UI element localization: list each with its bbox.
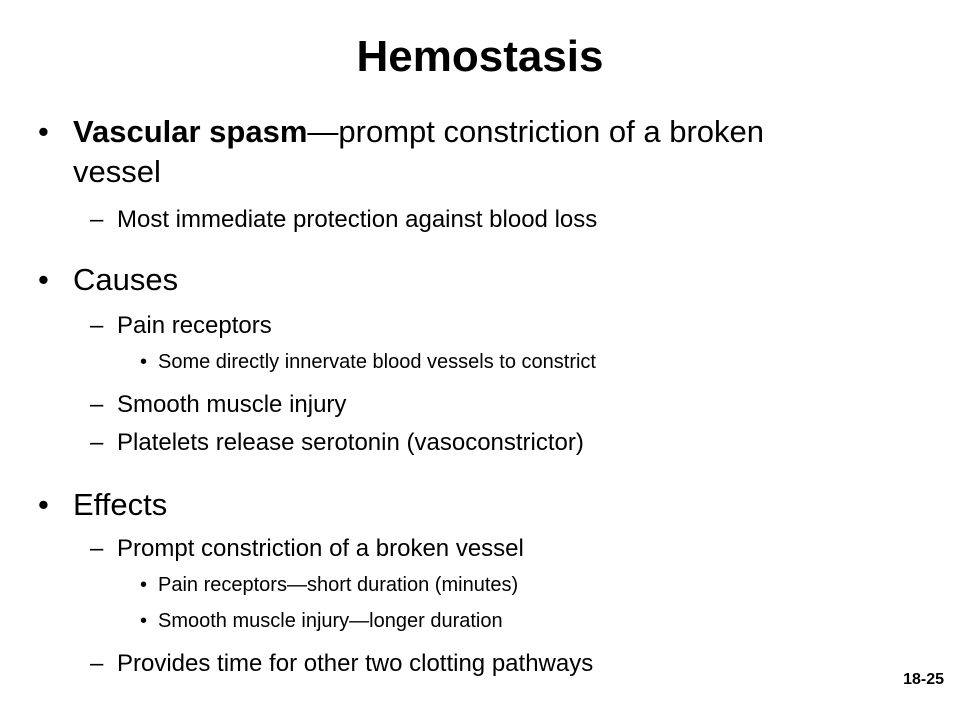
dash-marker: – (90, 535, 104, 562)
bullet-bold-term: Vascular spasm (73, 114, 308, 149)
sub-bullet-marker: • (140, 574, 148, 596)
sub-bullet-marker: • (140, 610, 148, 632)
dash-marker: – (90, 312, 104, 339)
slide-title: Hemostasis (356, 32, 604, 81)
dash-marker: – (90, 206, 104, 233)
slide-number: 18-25 (903, 671, 944, 688)
dash-marker: – (90, 429, 104, 456)
bullet-text: Effects (73, 487, 168, 522)
sub-item-text: Provides time for other two clotting pathways (117, 650, 594, 677)
sub-item-text: Platelets release serotonin (vasoconstrictor) (117, 429, 584, 456)
bullet-marker: • (38, 114, 49, 149)
dash-marker: – (90, 650, 104, 677)
sub-sub-item-text: Some directly innervate blood vessels to constrict (158, 351, 596, 373)
sub-bullet-marker: • (140, 351, 148, 373)
sub-sub-item-text: Pain receptors—short duration (minutes) (158, 574, 519, 596)
bullet-text (73, 114, 764, 150)
sub-item-text: Prompt constriction of a broken vessel (117, 535, 524, 562)
sub-item-text: Smooth muscle injury (117, 391, 347, 418)
sub-sub-item-text: Smooth muscle injury—longer duration (158, 610, 503, 632)
bullet-continuation-text: vessel (73, 154, 161, 189)
sub-item-text: Most immediate protection against blood loss (117, 206, 598, 233)
dash-marker: – (90, 391, 104, 418)
bullet-marker: • (38, 487, 49, 522)
sub-item-text: Pain receptors (117, 312, 272, 339)
bullet-marker: • (38, 262, 49, 297)
bullet-text: Causes (73, 262, 179, 297)
bullet-definition: —prompt constriction of a broken (307, 114, 764, 149)
